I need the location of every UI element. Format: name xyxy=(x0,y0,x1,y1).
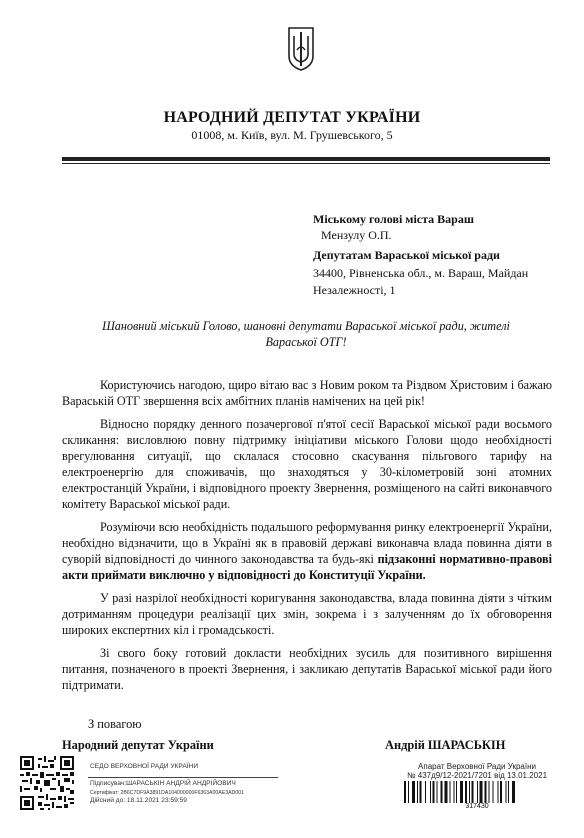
greeting-line1: Шановний міський Голово, шановні депутати Вараської міської ради, жителі xyxy=(102,319,510,333)
recipient-council: Депутатам Вараської міської ради xyxy=(313,248,500,262)
paragraph-legislation: У разі назрілої необхідності коригування законодавства, влада повинна діяти з чітким дотриманням процедури реалізації цих змін, зокрема і з залученням до їх обговорення широких експертних кіл і громадськості. xyxy=(62,591,552,637)
paragraph-energy-reform-emphasis: підзаконні нормативно-правові акти приймати виключно у відповідності до Конституції України. xyxy=(62,552,552,582)
letter-body xyxy=(62,377,552,700)
stamp-signer: Підписувач:ШАРАСЬКІН АНДРІЙ АНДРІЙОВИЧ xyxy=(90,780,236,787)
registration-org: Апарат Верховної Ради України xyxy=(418,762,536,771)
paragraph-energy-reform-text: Розуміючи всю необхідність подальшого реформування ринку електроенергії України, необхідно відзначити, що в Україні як в правовій державі виконавча влада повинна діяти в суворій відповідності до чинного законодавства та будь-які xyxy=(62,520,552,566)
barcode-number: 317430 xyxy=(465,803,489,810)
registration-number: № 437д9/12-2021/7201 від 13.01.2021 xyxy=(406,771,548,780)
stamp-valid-until: Дійсний до: 18.11.2021 23:59:59 xyxy=(90,797,187,804)
paragraph-new-year: Користуючись нагодою, щиро вітаю вас з Новим роком та Різдвом Христовим і бажаю Вараській ОТГ звершення всіх амбітних планів намічених на цей рік! xyxy=(62,378,552,408)
recipient-mayor-title: Міському голові міста Вараш xyxy=(313,212,474,226)
page-title: НАРОДНИЙ ДЕПУТАТ УКРАЇНИ xyxy=(163,109,421,126)
recipient-address-line2: Незалежності, 1 xyxy=(313,283,396,297)
recipient-address-line1: 34400, Рівненська обл., м. Вараш, Майдан xyxy=(313,266,529,280)
header-divider-thick xyxy=(62,157,550,161)
greeting-line2: Вараської ОТГ! xyxy=(265,335,347,349)
qr-code-icon xyxy=(20,756,74,810)
stamp-divider xyxy=(88,777,278,778)
coat-of-arms-icon xyxy=(287,26,315,72)
paragraph-session-support: Відносно порядку денного позачергової п'ятої сесії Вараської міської ради восьмого скликання: висловлюю повну підтримку ініціативи міського Голови щодо необхідності врегулювання ситуації, що склалася стосовно скасування пільгового тарифу на електроенергію для споживачів, що знаходяться у 30-кілометровій зоні атомних електростанцій України, і відповідного проекту Звернення, розміщеного на сайті виконавчого комітету Вараської міської ради. xyxy=(62,417,552,511)
greeting xyxy=(62,318,550,350)
paragraph-energy-reform xyxy=(62,519,552,583)
stamp-certificate: Сертифікат: 2B6C7DF9A3891DA104000000F6363A00AE3AD001 xyxy=(90,790,244,796)
signer-position: Народний депутат України xyxy=(62,738,214,752)
signer-name: Андрій ШАРАСЬКІН xyxy=(385,738,506,752)
recipient-mayor-name: Мензулу О.П. xyxy=(321,228,392,242)
sender-address: 01008, м. Київ, вул. М. Грушевського, 5 xyxy=(191,128,393,142)
barcode-icon xyxy=(402,781,552,803)
header-divider-thin xyxy=(62,163,550,164)
stamp-system: СЕДО ВЕРХОВНОЇ РАДИ УКРАЇНИ xyxy=(90,763,199,770)
closing-regards: З повагою xyxy=(88,717,142,731)
paragraph-appeal: Зі свого боку готовий докласти необхідних зусиль для позитивного вирішення питання, позначеного в проекті Звернення, і закликаю депутатів Вараської міської ради його підтримати. xyxy=(62,646,552,692)
